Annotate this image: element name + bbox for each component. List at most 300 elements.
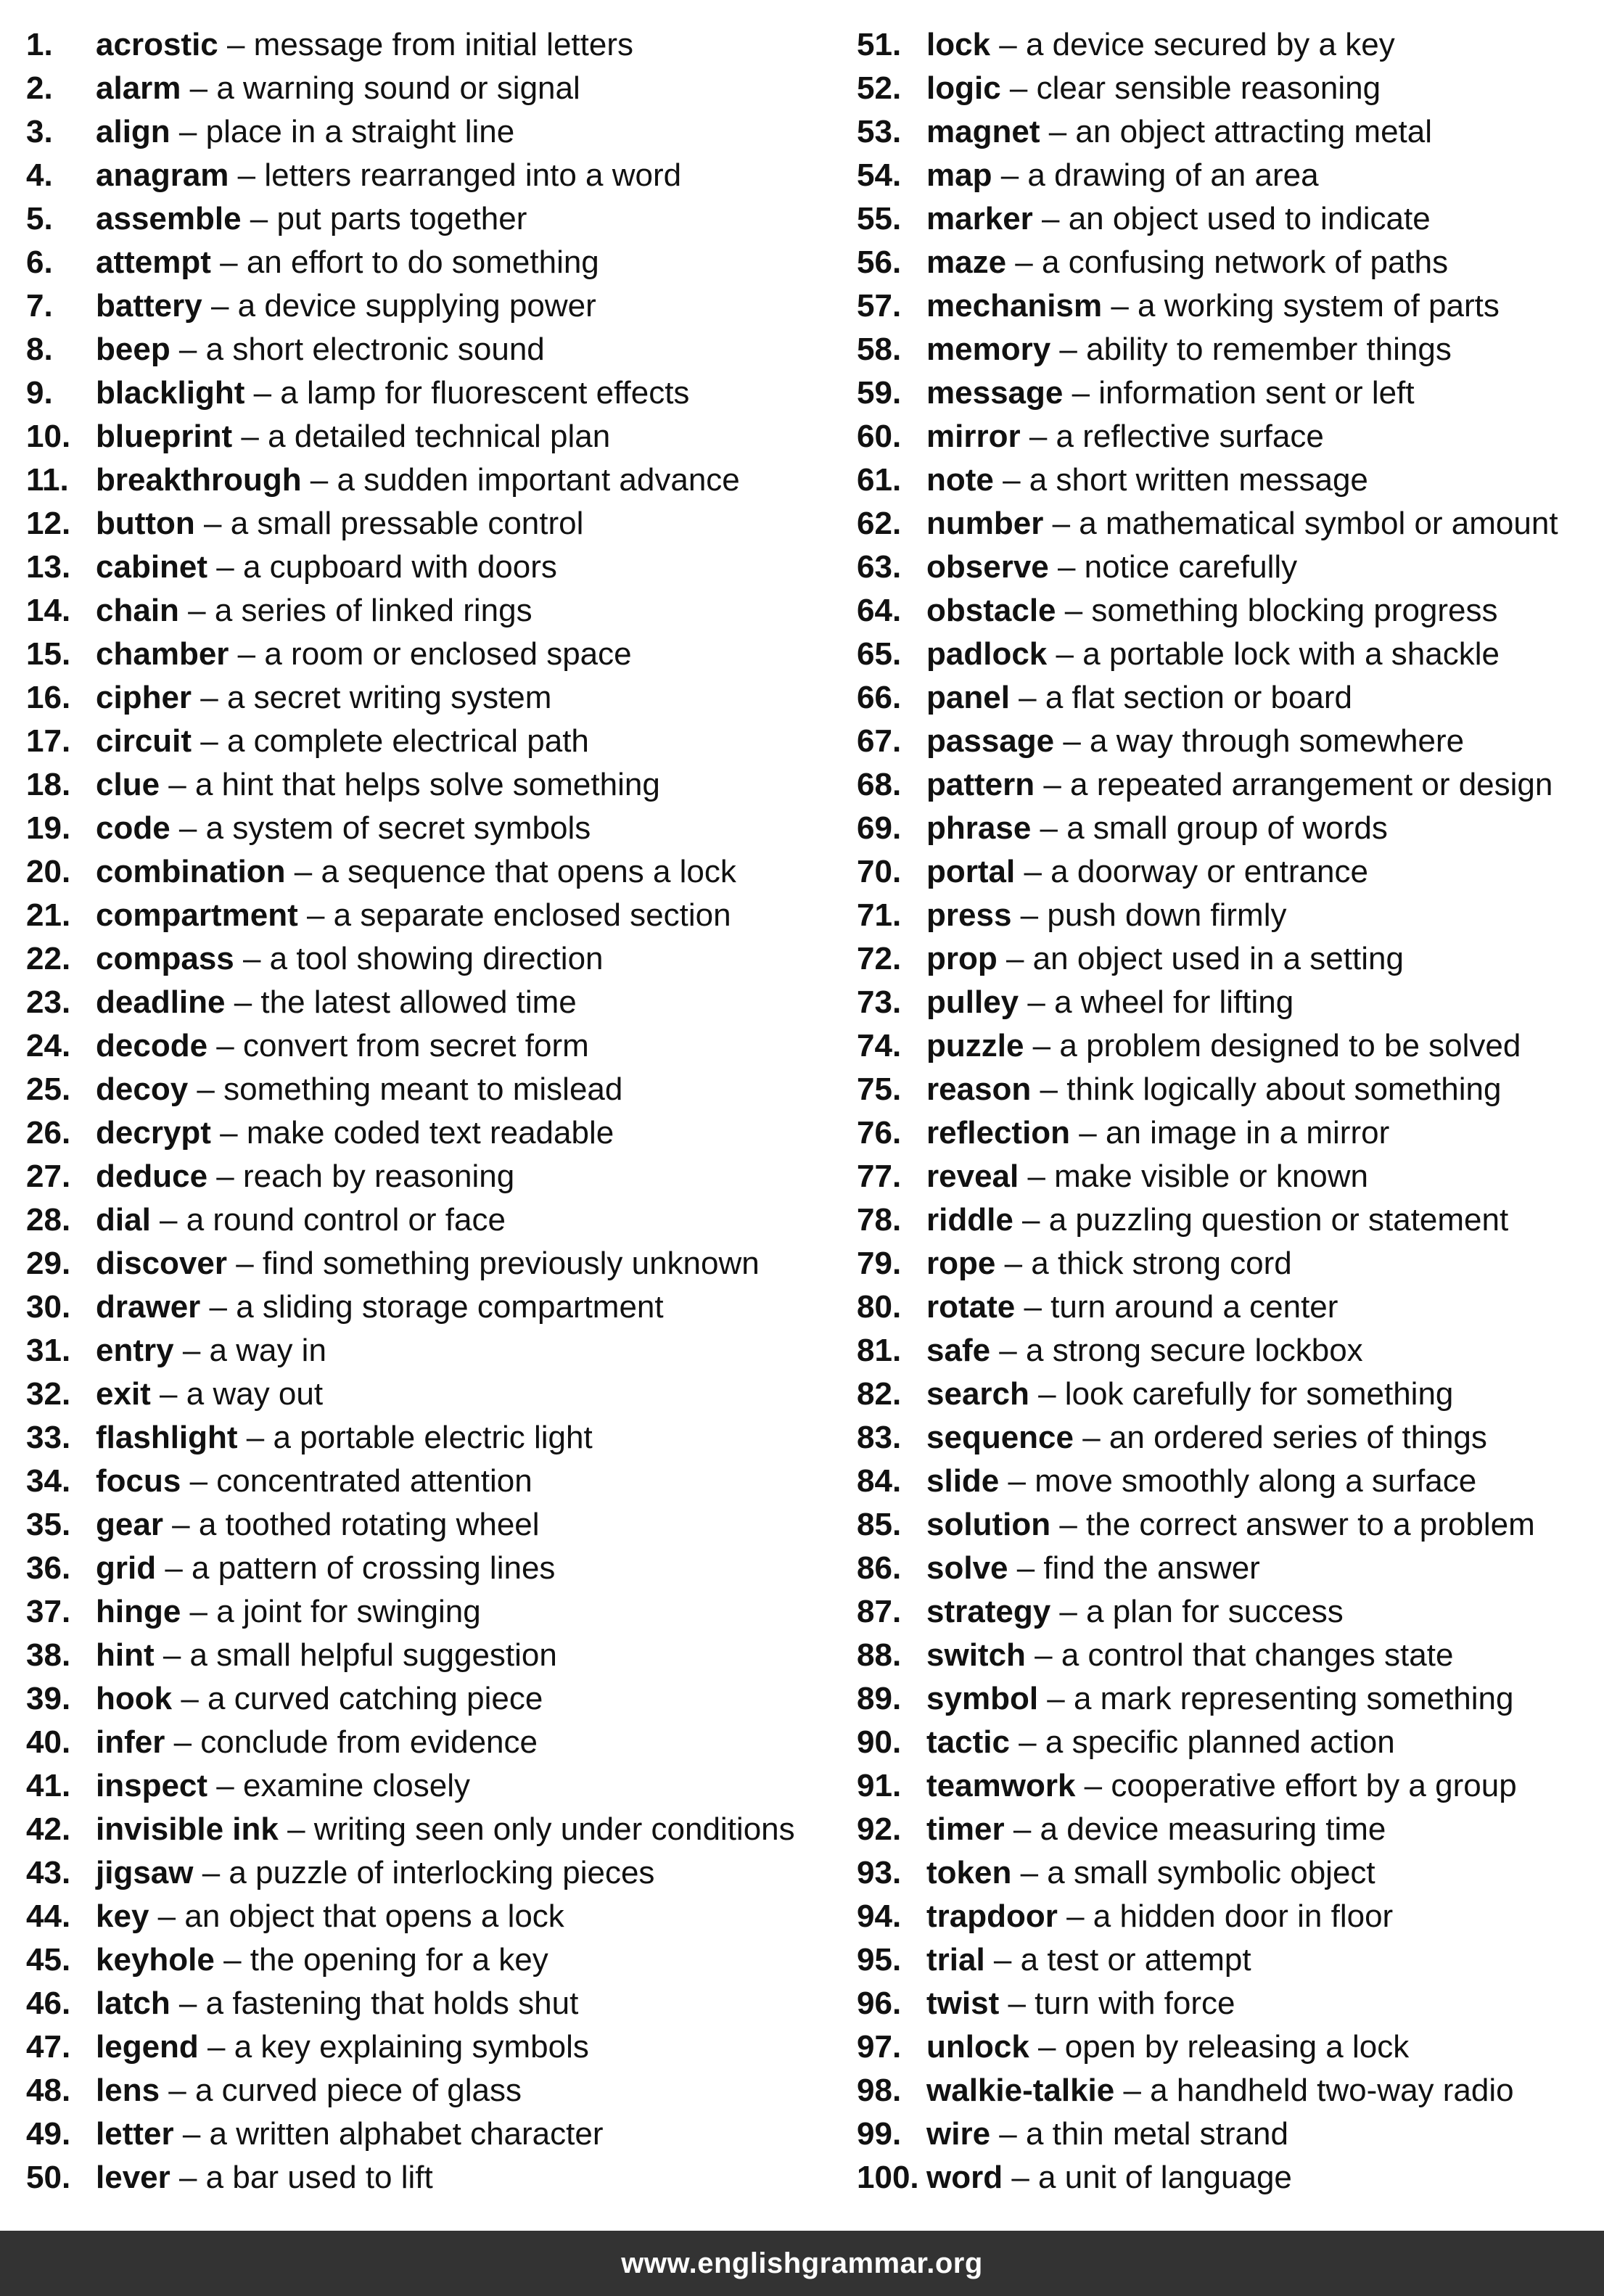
entry-term: magnet (926, 114, 1040, 149)
vocabulary-entry (857, 1068, 1589, 1111)
entry-number: 18. (26, 767, 71, 802)
entry-term: token (926, 1855, 1012, 1890)
entry-definition: – a pattern of crossing lines (156, 1550, 556, 1586)
entry-definition: – a flat section or board (1009, 680, 1352, 715)
entry-text (96, 110, 514, 154)
vocabulary-entry (857, 1764, 1589, 1808)
entry-term: flashlight (96, 1420, 238, 1455)
vocabulary-entry (26, 67, 831, 110)
entry-text (96, 2069, 522, 2112)
vocabulary-entry (26, 720, 831, 763)
entry-term: hinge (96, 1594, 181, 1629)
vocabulary-entry (857, 763, 1589, 807)
entry-term: assemble (96, 201, 242, 236)
entry-text (96, 502, 583, 546)
entry-term: clue (96, 767, 160, 802)
entry-text (926, 284, 1500, 328)
entry-definition: – an image in a mirror (1070, 1115, 1390, 1151)
entry-number: 2. (26, 70, 53, 106)
entry-term: reflection (926, 1115, 1071, 1151)
entry-text (926, 1982, 1235, 2025)
entry-number: 10. (26, 419, 71, 454)
entry-definition: – a bar used to lift (170, 2160, 433, 2195)
entry-number: 58. (857, 332, 902, 367)
entry-definition: – a joint for swinging (181, 1594, 481, 1629)
entry-definition: – something meant to mislead (188, 1071, 623, 1107)
entry-text (96, 633, 632, 676)
vocabulary-entry (26, 415, 831, 458)
entry-text (96, 981, 577, 1024)
entry-number: 42. (26, 1811, 71, 1847)
entry-number: 62. (857, 506, 902, 541)
entry-text (96, 415, 610, 458)
entry-number: 54. (857, 157, 902, 193)
vocabulary-entry (26, 546, 831, 589)
entry-text (926, 676, 1352, 720)
entry-term: hook (96, 1681, 173, 1716)
entry-text (96, 1982, 578, 2025)
entry-term: code (96, 810, 170, 846)
entry-text (96, 154, 681, 197)
entry-term: padlock (926, 636, 1048, 672)
entry-text (926, 807, 1388, 850)
entry-text (96, 2112, 604, 2156)
entry-text (926, 1155, 1368, 1198)
entry-definition: – a reflective surface (1020, 419, 1324, 454)
entry-term: search (926, 1376, 1029, 1412)
vocabulary-entry (26, 154, 831, 197)
entry-term: letter (96, 2116, 174, 2152)
entry-number: 41. (26, 1768, 71, 1803)
entry-text (96, 1416, 593, 1460)
entry-definition: – a key explaining symbols (198, 2029, 589, 2065)
entry-text (96, 1373, 323, 1416)
vocabulary-entry (857, 1895, 1589, 1938)
vocabulary-entry (26, 1938, 831, 1982)
entry-definition: – a fastening that holds shut (170, 1986, 579, 2021)
vocabulary-entry (26, 1851, 831, 1895)
entry-definition: – writing seen only under conditions (278, 1811, 795, 1847)
entry-text (926, 1242, 1292, 1285)
entry-definition: – reach by reasoning (207, 1159, 515, 1194)
entry-term: drawer (96, 1289, 201, 1325)
entry-text (926, 1808, 1386, 1851)
entry-term: obstacle (926, 593, 1056, 628)
entry-number: 39. (26, 1681, 71, 1716)
vocabulary-entry (26, 371, 831, 415)
vocabulary-entry (26, 241, 831, 284)
entry-text (96, 241, 599, 284)
entry-text (926, 1764, 1517, 1808)
entry-number: 3. (26, 114, 53, 149)
entry-text (96, 1460, 532, 1503)
entry-number: 73. (857, 984, 902, 1020)
entry-text (96, 1895, 564, 1938)
entry-definition: – a mathematical symbol or amount (1043, 506, 1558, 541)
entry-term: pattern (926, 767, 1035, 802)
vocabulary-entry (26, 23, 831, 67)
entry-number: 4. (26, 157, 53, 193)
entry-definition: – a separate enclosed section (297, 897, 731, 933)
vocabulary-entry (26, 937, 831, 981)
entry-term: map (926, 157, 992, 193)
vocabulary-entry (857, 1851, 1589, 1895)
vocabulary-entry (857, 110, 1589, 154)
vocabulary-entry (26, 502, 831, 546)
entry-number: 87. (857, 1594, 902, 1629)
entry-text (96, 1068, 622, 1111)
entry-definition: – a control that changes state (1025, 1637, 1454, 1673)
entry-number: 32. (26, 1376, 71, 1412)
entry-number: 45. (26, 1942, 71, 1978)
entry-definition: – a written alphabet character (173, 2116, 604, 2152)
entry-number: 61. (857, 462, 902, 498)
vocabulary-entry (26, 1024, 831, 1068)
vocabulary-entry (26, 284, 831, 328)
entry-definition: – a cupboard with doors (207, 549, 557, 585)
entry-term: number (926, 506, 1044, 541)
vocabulary-entry (26, 1677, 831, 1721)
entry-text (926, 589, 1498, 633)
vocabulary-entry (26, 1155, 831, 1198)
entry-term: trapdoor (926, 1898, 1058, 1934)
entry-text (96, 2025, 589, 2069)
vocabulary-entry (857, 633, 1589, 676)
vocabulary-entry (26, 458, 831, 502)
entry-definition: – a puzzling question or statement (1013, 1202, 1509, 1238)
entry-definition: – a small group of words (1031, 810, 1388, 846)
entry-text (926, 415, 1324, 458)
entry-term: chamber (96, 636, 229, 672)
entry-number: 17. (26, 723, 71, 759)
entry-text (96, 720, 589, 763)
entry-text (96, 67, 580, 110)
entry-number: 15. (26, 636, 71, 672)
entry-definition: – a wheel for lifting (1019, 984, 1294, 1020)
entry-number: 69. (857, 810, 902, 846)
entry-term: phrase (926, 810, 1032, 846)
entry-number: 99. (857, 2116, 902, 2152)
vocabulary-entry (26, 1111, 831, 1155)
entry-definition: – look carefully for something (1029, 1376, 1454, 1412)
entry-term: dial (96, 1202, 151, 1238)
entry-definition: – a thick strong cord (995, 1246, 1292, 1281)
entry-number: 19. (26, 810, 71, 846)
entry-definition: – move smoothly along a surface (999, 1463, 1477, 1499)
entry-term: riddle (926, 1202, 1013, 1238)
vocabulary-entry (857, 894, 1589, 937)
entry-term: battery (96, 288, 202, 324)
vocabulary-entry (857, 284, 1589, 328)
entry-text (926, 371, 1415, 415)
entry-number: 52. (857, 70, 902, 106)
vocabulary-entry (857, 154, 1589, 197)
entry-text (96, 1198, 506, 1242)
entry-term: latch (96, 1986, 170, 2021)
entry-text (96, 1677, 543, 1721)
entry-text (926, 1111, 1389, 1155)
left-column (26, 23, 831, 2200)
entry-number: 72. (857, 941, 902, 976)
entry-term: focus (96, 1463, 181, 1499)
entry-definition: – a plan for success (1050, 1594, 1344, 1629)
vocabulary-entry (857, 23, 1589, 67)
vocabulary-entry (26, 1373, 831, 1416)
vocabulary-entry (26, 1416, 831, 1460)
entry-definition: – a working system of parts (1102, 288, 1500, 324)
vocabulary-entry (857, 2112, 1589, 2156)
entry-text (96, 850, 736, 894)
vocabulary-entry (26, 197, 831, 241)
entry-definition: – a device secured by a key (990, 27, 1395, 62)
entry-term: button (96, 506, 195, 541)
entry-term: mechanism (926, 288, 1103, 324)
entry-number: 94. (857, 1898, 902, 1934)
entry-number: 91. (857, 1768, 902, 1803)
entry-definition: – think logically about something (1031, 1071, 1502, 1107)
vocabulary-entry (26, 633, 831, 676)
vocabulary-entry (857, 2069, 1589, 2112)
entry-number: 16. (26, 680, 71, 715)
entry-term: rotate (926, 1289, 1016, 1325)
entry-definition: – an ordered series of things (1073, 1420, 1487, 1455)
entry-number: 84. (857, 1463, 902, 1499)
vocabulary-entry (857, 1416, 1589, 1460)
entry-number: 67. (857, 723, 902, 759)
entry-number: 71. (857, 897, 902, 933)
entry-number: 63. (857, 549, 902, 585)
entry-text (96, 546, 557, 589)
entry-number: 29. (26, 1246, 71, 1281)
entry-definition: – message from initial letters (218, 27, 633, 62)
vocabulary-entry (857, 807, 1589, 850)
vocabulary-entry (26, 2112, 831, 2156)
vocabulary-entry (26, 1068, 831, 1111)
vocabulary-entry (857, 2156, 1589, 2200)
vocabulary-entry (26, 1547, 831, 1590)
entry-text (96, 1590, 481, 1634)
entry-text (96, 1503, 540, 1547)
entry-definition: – conclude from evidence (165, 1724, 538, 1760)
vocabulary-entry (857, 1721, 1589, 1764)
vocabulary-entry (26, 1460, 831, 1503)
entry-definition: – clear sensible reasoning (1000, 70, 1381, 106)
entry-text (926, 1634, 1453, 1677)
entry-number: 65. (857, 636, 902, 672)
entry-term: solve (926, 1550, 1008, 1586)
vocabulary-entry (26, 110, 831, 154)
entry-text (96, 1547, 555, 1590)
entry-text (96, 1808, 795, 1851)
entry-number: 100. (857, 2160, 919, 2195)
entry-definition: – an object used to indicate (1032, 201, 1431, 236)
entry-term: circuit (96, 723, 192, 759)
entry-definition: – a small pressable control (194, 506, 584, 541)
vocabulary-entry (857, 1677, 1589, 1721)
entry-term: lock (926, 27, 991, 62)
entry-definition: – a portable electric light (237, 1420, 593, 1455)
vocabulary-entry (857, 197, 1589, 241)
entry-term: timer (926, 1811, 1005, 1847)
entry-text (96, 894, 731, 937)
entry-number: 5. (26, 201, 53, 236)
entry-number: 7. (26, 288, 53, 324)
vocabulary-entry (857, 1111, 1589, 1155)
entry-definition: – a way in (173, 1333, 326, 1368)
entry-number: 22. (26, 941, 71, 976)
entry-definition: – a doorway or entrance (1015, 854, 1368, 889)
entry-text (926, 1677, 1514, 1721)
vocabulary-entry (26, 2069, 831, 2112)
entry-number: 23. (26, 984, 71, 1020)
entry-term: symbol (926, 1681, 1039, 1716)
entry-definition: – a system of secret symbols (170, 810, 591, 846)
entry-definition: – a curved catching piece (172, 1681, 543, 1716)
entry-term: attempt (96, 244, 211, 280)
entry-number: 76. (857, 1115, 902, 1151)
entry-term: trial (926, 1942, 985, 1978)
entry-term: beep (96, 332, 170, 367)
vocabulary-entry (857, 502, 1589, 546)
entry-definition: – a round control or face (150, 1202, 506, 1238)
entry-text (96, 458, 740, 502)
vocabulary-entry (26, 1503, 831, 1547)
entry-text (96, 1634, 557, 1677)
vocabulary-entry (857, 546, 1589, 589)
entry-term: hint (96, 1637, 155, 1673)
entry-text (96, 371, 689, 415)
entry-number: 68. (857, 767, 902, 802)
website-link[interactable]: www.englishgrammar.org (621, 2247, 983, 2279)
entry-term: compartment (96, 897, 298, 933)
entry-number: 90. (857, 1724, 902, 1760)
vocabulary-entry (26, 1590, 831, 1634)
entry-definition: – a series of linked rings (178, 593, 532, 628)
entry-text (96, 1111, 614, 1155)
entry-term: alarm (96, 70, 181, 106)
entry-number: 13. (26, 549, 71, 585)
entry-number: 80. (857, 1289, 902, 1325)
vocabulary-entry (26, 850, 831, 894)
entry-number: 36. (26, 1550, 71, 1586)
vocabulary-entry (26, 1242, 831, 1285)
entry-number: 12. (26, 506, 71, 541)
vocabulary-entry (857, 1198, 1589, 1242)
entry-term: gear (96, 1507, 163, 1542)
entry-definition: – examine closely (207, 1768, 470, 1803)
entry-text (926, 110, 1432, 154)
entry-definition: – a curved piece of glass (160, 2073, 522, 2108)
entry-text (96, 1155, 514, 1198)
entry-term: blueprint (96, 419, 233, 454)
entry-number: 43. (26, 1855, 71, 1890)
entry-definition: – a test or attempt (984, 1942, 1251, 1978)
entry-definition: – a way out (150, 1376, 324, 1412)
entry-number: 59. (857, 375, 902, 411)
entry-term: blacklight (96, 375, 245, 411)
entry-number: 50. (26, 2160, 71, 2195)
vocabulary-entry (857, 1024, 1589, 1068)
entry-definition: – information sent or left (1063, 375, 1415, 411)
entry-number: 74. (857, 1028, 902, 1063)
entry-definition: – a device supplying power (202, 288, 596, 324)
entry-term: compass (96, 941, 234, 976)
vocabulary-entry (857, 720, 1589, 763)
entry-number: 55. (857, 201, 902, 236)
entry-text (926, 763, 1552, 807)
entry-text (926, 1329, 1363, 1373)
entry-number: 86. (857, 1550, 902, 1586)
entry-term: switch (926, 1637, 1026, 1673)
entry-text (926, 1285, 1338, 1329)
entry-number: 79. (857, 1246, 902, 1281)
entry-text (926, 154, 1319, 197)
entry-text (926, 2025, 1409, 2069)
entry-definition: – a repeated arrangement or design (1035, 767, 1553, 802)
entry-term: portal (926, 854, 1016, 889)
entry-definition: – a hidden door in floor (1057, 1898, 1394, 1934)
entry-text (926, 937, 1404, 981)
entry-number: 93. (857, 1855, 902, 1890)
entry-text (926, 1895, 1393, 1938)
entry-term: memory (926, 332, 1051, 367)
vocabulary-entry (26, 1329, 831, 1373)
entry-definition: – a hint that helps solve something (160, 767, 660, 802)
entry-term: key (96, 1898, 149, 1934)
vocabulary-entry (857, 1982, 1589, 2025)
entry-text (926, 502, 1558, 546)
entry-term: align (96, 114, 170, 149)
entry-definition: – a thin metal strand (990, 2116, 1288, 2152)
entry-definition: – a problem designed to be solved (1024, 1028, 1521, 1063)
entry-term: puzzle (926, 1028, 1024, 1063)
entry-definition: – a drawing of an area (992, 157, 1319, 193)
vocabulary-entry (857, 2025, 1589, 2069)
vocabulary-entry (26, 589, 831, 633)
entry-text (96, 763, 660, 807)
entry-definition: – a warning sound or signal (181, 70, 580, 106)
entry-definition: – ability to remember things (1050, 332, 1452, 367)
vocabulary-entry (857, 371, 1589, 415)
entry-term: teamwork (926, 1768, 1076, 1803)
entry-text (96, 284, 596, 328)
entry-text (926, 1416, 1487, 1460)
entry-definition: – the correct answer to a problem (1050, 1507, 1535, 1542)
entry-definition: – concentrated attention (181, 1463, 532, 1499)
entry-text (926, 2156, 1292, 2200)
entry-term: safe (926, 1333, 991, 1368)
entry-number: 49. (26, 2116, 71, 2152)
entry-text (926, 1503, 1535, 1547)
entry-number: 33. (26, 1420, 71, 1455)
entry-number: 31. (26, 1333, 71, 1368)
entry-term: jigsaw (96, 1855, 194, 1890)
entry-definition: – a puzzle of interlocking pieces (193, 1855, 655, 1890)
entry-text (926, 2112, 1288, 2156)
entry-term: deduce (96, 1159, 208, 1194)
vocabulary-entry (857, 1285, 1589, 1329)
entry-definition: – the latest allowed time (225, 984, 577, 1020)
entry-term: decode (96, 1028, 208, 1063)
entry-definition: – cooperative effort by a group (1075, 1768, 1517, 1803)
entry-term: message (926, 375, 1064, 411)
entry-text (926, 894, 1286, 937)
entry-definition: – a strong secure lockbox (990, 1333, 1363, 1368)
entry-term: keyhole (96, 1942, 215, 1978)
entry-term: press (926, 897, 1012, 933)
entry-definition: – turn with force (999, 1986, 1235, 2021)
vocabulary-entry (857, 1503, 1589, 1547)
